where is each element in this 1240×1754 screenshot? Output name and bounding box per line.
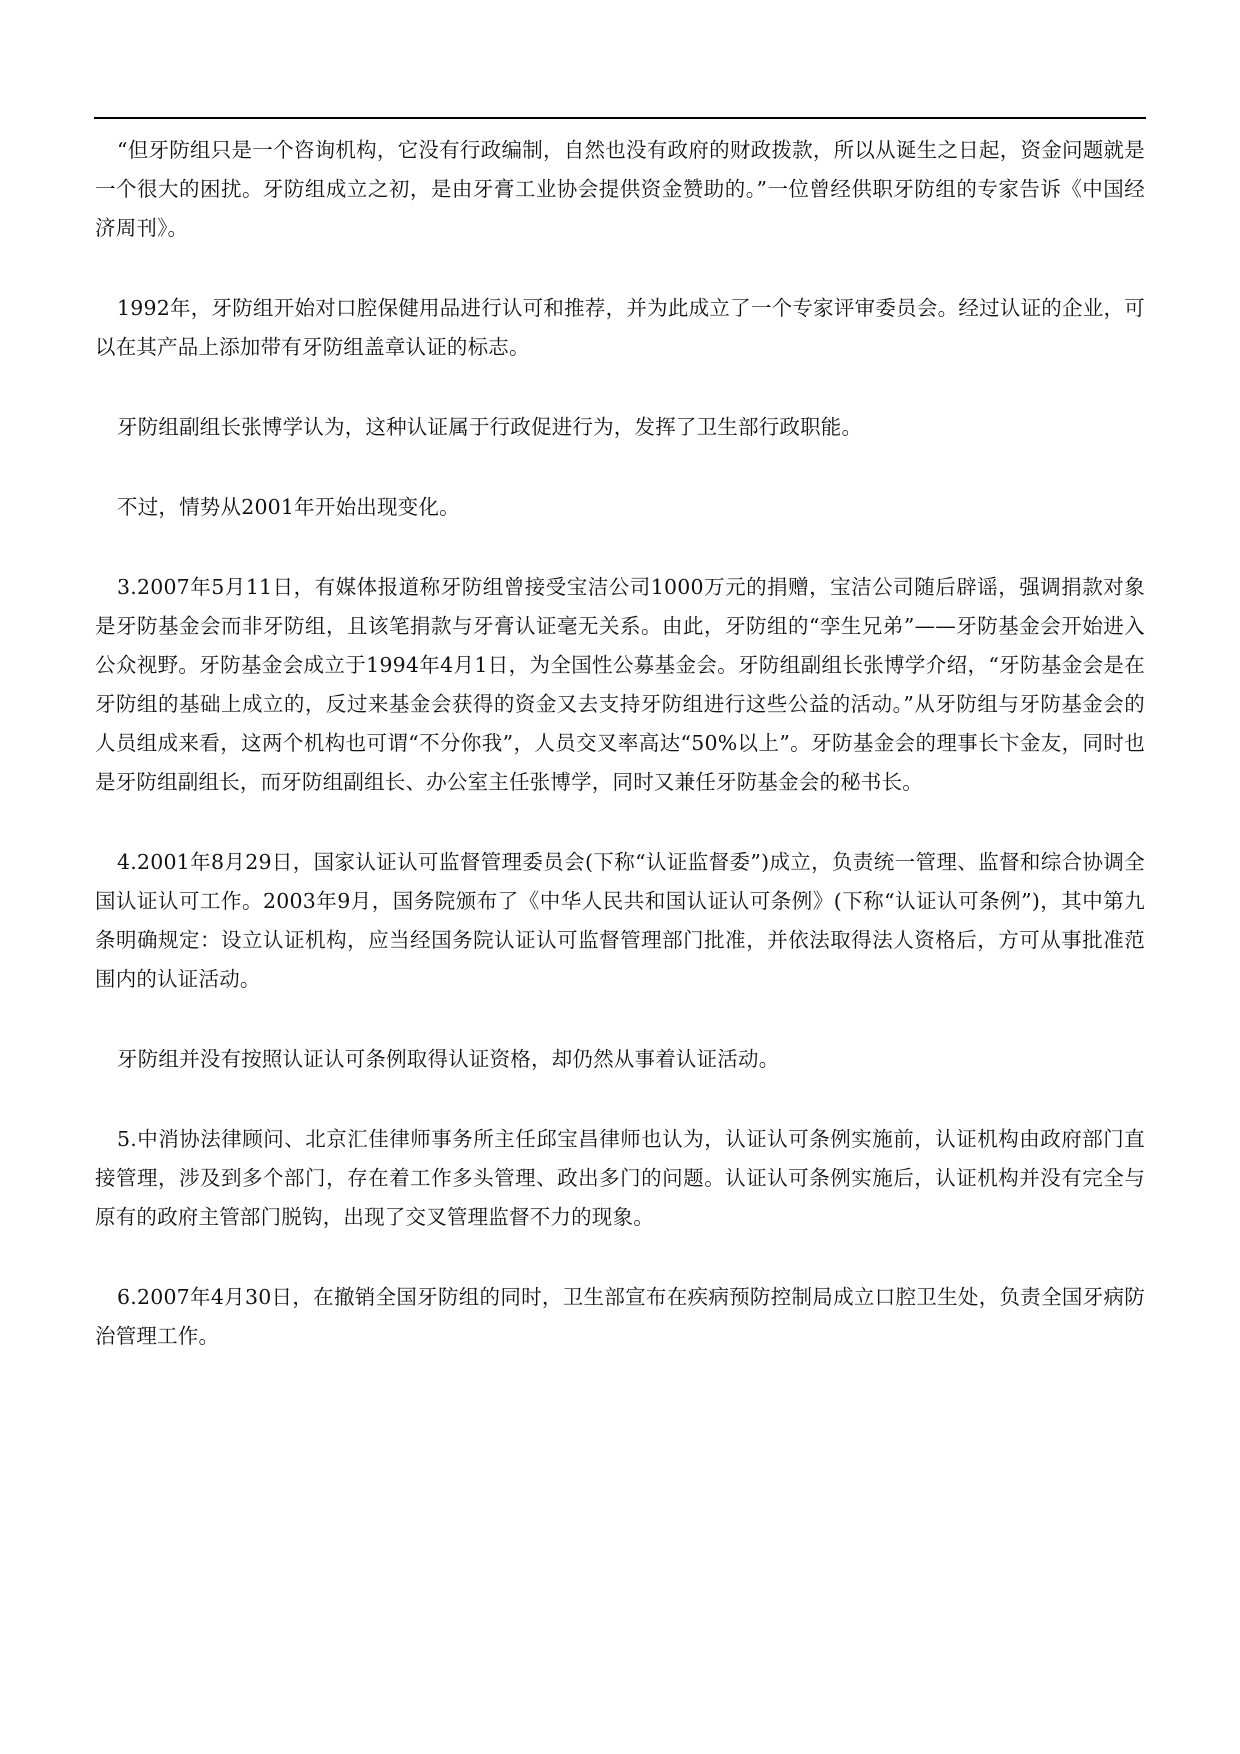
paragraph-6: 4.2001年8月29日，国家认证认可监督管理委员会(下称“认证监督委”)成立，负责统一管理、监督和综合协调全国认证认可工作。2003年9月，国务院颁布了《中华人民共和国认证认可条例》(下称“认证认可条例”)，其中第九条明确规定：设立认证机构，应当经国务院认证认可监督管理部门批准，并依法取得法人资格后，方可从事批准范围内的认证活动。 — [95, 850, 1145, 991]
header-rule — [94, 117, 1146, 119]
paragraph-2: 1992年，牙防组开始对口腔保健用品进行认可和推荐，并为此成立了一个专家评审委员会。经过认证的企业，可以在其产品上添加带有牙防组盖章认证的标志。 — [95, 296, 1145, 359]
paragraph-5: 3.2007年5月11日，有媒体报道称牙防组曾接受宝洁公司1000万元的捐赠，宝洁公司随后辟谣，强调捐款对象是牙防基金会而非牙防组，且该笔捐款与牙膏认证毫无关系。由此，牙防组的“孪生兄弟”——牙防基金会开始进入公众视野。牙防基金会成立于1994年4月1日，为全国性公募基金会。牙防组副组长张博学介绍，“牙防基金会是在牙防组的基础上成立的，反过来基金会获得的资金又去支持牙防组进行这些公益的活动。”从牙防组与牙防基金会的人员组成来看，这两个机构也可谓“不分你我”，人员交叉率高达“50%以上”。牙防基金会的理事长卞金友，同时也是牙防组副组长，而牙防组副组长、办公室主任张博学，同时又兼任牙防基金会的秘书长。 — [95, 575, 1145, 794]
paragraph-9: 6.2007年4月30日，在撤销全国牙防组的同时，卫生部宣布在疾病预防控制局成立口腔卫生处，负责全国牙病防治管理工作。 — [95, 1285, 1145, 1348]
paragraph-4: 不过，情势从2001年开始出现变化。 — [117, 495, 460, 519]
document-body — [95, 131, 1145, 1397]
paragraph-1: “但牙防组只是一个咨询机构，它没有行政编制，自然也没有政府的财政拨款，所以从诞生之日起，资金问题就是一个很大的困扰。牙防组成立之初，是由牙膏工业协会提供资金赞助的。”一位曾经供职牙防组的专家告诉《中国经济周刊》。 — [95, 138, 1145, 240]
paragraph-3: 牙防组副组长张博学认为，这种认证属于行政促进行为，发挥了卫生部行政职能。 — [117, 415, 863, 439]
paragraph-7: 牙防组并没有按照认证认可条例取得认证资格，却仍然从事着认证活动。 — [117, 1047, 780, 1071]
paragraph-8: 5.中消协法律顾问、北京汇佳律师事务所主任邱宝昌律师也认为，认证认可条例实施前，认证机构由政府部门直接管理，涉及到多个部门，存在着工作多头管理、政出多门的问题。认证认可条例实施后，认证机构并没有完全与原有的政府主管部门脱钩，出现了交叉管理监督不力的现象。 — [95, 1127, 1145, 1229]
